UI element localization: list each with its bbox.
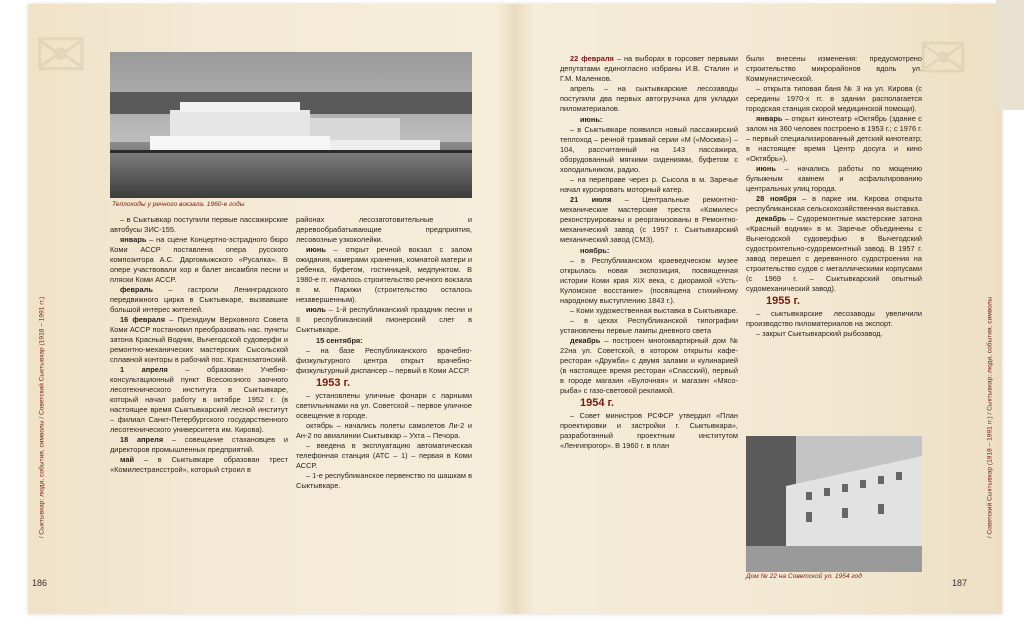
right-column-2 — [746, 54, 922, 339]
date-label: 28 ноября — [756, 194, 797, 203]
paragraph-text: – образован Учебно-консультационный пункт Всесоюзного заочного лесотехнического института в Сыктывкаре, который начал работу в октябре 1952 г. (в настоящее время Сыктывкарский лесной институт – филиал Санкт-Петербургского государственного лесотехнического университета им. Кирова). — [110, 365, 288, 434]
paragraph-text: – Президиум Верховного Совета Коми АССР постановил преобразовать нас. пункты затона Красный Водник, Вычегодской судоверфи и ремонтно-механических мастерских Сысольской сплавной конторы в рабочий пос. Краснозатонский. — [110, 315, 289, 364]
paragraph-text: – гастроли Ленинградского передвижного цирка в Сыктывкаре, вызвавшие большой интерес жителей. — [110, 285, 288, 314]
left-page-number: 186 — [32, 578, 48, 588]
date-label: июнь — [756, 164, 776, 173]
paragraph-text: – в парке им. Кирова открыта республиканская сельскохозяйственная выставка. — [746, 194, 923, 213]
paragraph — [746, 164, 922, 194]
date-label: 21 июля — [570, 195, 612, 204]
paragraph — [746, 114, 922, 164]
month-heading: ноябрь: — [580, 246, 610, 255]
date-label: 16 февраля — [120, 315, 166, 324]
paragraph — [110, 285, 288, 315]
paragraph — [296, 305, 472, 335]
month-heading: 15 сентября: — [316, 336, 363, 345]
right-page-number: 187 — [952, 578, 968, 588]
paragraph — [560, 195, 738, 245]
paragraph-text: – открыт речной вокзал с залом ожидания, камерами хранения, комнатой матери и ребенка, буфетом, гостиницей, медпунктом. В 1980-е гг. началось строительство речного вокзала в м. Парижи (строительство осталось незавершенным). — [296, 245, 472, 304]
year-heading: 1953 г. — [316, 377, 351, 389]
book-spread — [28, 4, 1002, 614]
paragraph-text: – открыт кинотеатр «Октябрь (здание с залом на 360 человек построено в 1953 г.; с 1976 г. – первый специализированный детский кинотеатр; в настоящее время Центр досуга и кино «Октябрь»). — [746, 114, 922, 163]
paragraph-text: – Центральные ремонтно-механические мастерские треста «Комилес» реконструированы и реорганизованы в Ремонтно-механический завод (с 1957 г. Сыктывкарский механический завод (СМЗ). — [560, 195, 738, 244]
paragraph: – введена в эксплуатацию автоматическая телефонная станция (АТС – 1) – первая в Коми АССР. — [296, 441, 472, 470]
paragraph: – в Республиканском краеведческом музее открылась новая экспозиция, посвященная истории Коми края XIX века, с диорамой «Усть-Куломское восстание» (посвящена стихийному народному выступлению 1843 г.). — [560, 256, 738, 305]
photo-river-station — [110, 52, 472, 198]
paragraph-text: – на выборах в горсовет первыми депутатами единогласно избраны И.В. Сталин и Г.М. Маленков. — [560, 54, 738, 83]
photo-house-22 — [746, 436, 922, 572]
paragraph — [110, 365, 288, 435]
paragraph: – Коми художественная выставка в Сыктывкаре. — [570, 306, 738, 315]
date-label: февраль — [120, 285, 153, 294]
paragraph-text: – построен многоквартирный дом № 22на ул. Советской, в котором открыты кафе-ресторан «Дружба» с двумя залами и кулинарией (в настоящее время ресторан «Спасский), первый в городе магазин «Булочная» и магазин «Мясо-рыба» с газо-световой рекламой. — [560, 336, 738, 395]
paragraph: – Совет министров РСФСР утвердил «План проектировки и застройки г. Сыктывкара», разработанный проектным институтом «Ленгипрогор». В 1960 г. в план — [560, 411, 738, 450]
paragraph: были внесены изменения: предусмотрено строительство микрорайонов вдоль ул. Коммунистической. — [746, 54, 922, 83]
paragraph-text: – начались работы по мощению булыжным камнем и асфальтированию центральных улиц города. — [746, 164, 922, 193]
decor-stamp-left: ✉ — [34, 19, 88, 91]
year-heading: 1954 г. — [580, 397, 615, 409]
right-photo-caption: Дом № 22 на Советской ул. 1954 год — [746, 573, 862, 580]
corner-tab — [996, 0, 1024, 110]
paragraph: – сыктывкарские лесозаводы увеличили производство пиломатериалов на экспорт. — [746, 309, 922, 328]
left-column-2 — [296, 215, 472, 491]
paragraph — [110, 315, 288, 365]
paragraph — [560, 54, 738, 84]
paragraph-text: – в Сыктывкаре образован трест «Комилестрансстрой», который строил в — [110, 455, 288, 474]
paragraph: – на переправе через р. Сысола в м. Заречье начал курсировать моторный катер. — [560, 175, 738, 194]
left-column-1 — [110, 215, 288, 475]
paragraph: – открыта типовая баня № 3 на ул. Кирова (с середины 1970-х гг. в здании располагается городская станция скорой медицинской помощи). — [746, 84, 922, 113]
date-label: 18 апреля — [120, 435, 164, 444]
paragraph — [110, 235, 288, 285]
right-column-1 — [560, 54, 738, 451]
paragraph: – закрыт Сыктывкарский рыбозавод. — [756, 329, 883, 338]
paragraph-text: – 1-й республиканский праздник песни и II республиканский пионерский слет в Сыктывкаре. — [296, 305, 472, 334]
paragraph-text: – Судоремонтные мастерские затона «Красный водник» в м. Заречье объединены с Вычегодской судоверфью в Вычегодский судостроительно-судоремонтный завод. В 1957 г. завод перешел с деревянного судостроения на строительство судов с металлическими корпусами (с 1969 г. – Сыктывкарский опытный судомеханический завод). — [746, 214, 922, 293]
right-side-label: / Советский Сыктывкар (1918 – 1991 гг.) / Сыктывкар: люди, события, символы — [986, 296, 994, 539]
date-label: 22 февраля — [570, 54, 614, 63]
year-heading: 1955 г. — [766, 295, 801, 307]
paragraph: октябрь – начались полеты самолетов Ли-2 и Ан-2 по авиалинии Сыктывкар – Ухта – Печора. — [296, 421, 472, 440]
paragraph — [110, 435, 288, 455]
paragraph — [746, 194, 922, 214]
date-label: май — [120, 455, 135, 464]
paragraph: апрель – на сыктывкарские лесозаводы поступили два первых автогрузчика для укладки пиломатериалов. — [560, 84, 738, 113]
left-side-label: / Сыктывкар: люди, события, символы / Советский Сыктывкар (1918 – 1991 гг.) — [38, 296, 46, 539]
date-label: январь — [756, 114, 783, 123]
paragraph — [560, 336, 738, 396]
paragraph: – в цехах Республиканской типографии установлены первые лампы дневного света — [560, 316, 738, 335]
paragraph — [110, 455, 288, 475]
paragraph-text: – на сцене Концертно-эстрадного бюро Коми АССР поставлена опера русского композитора А.С. Даргомыжского «Русалка». В опере участвовали хор и балет ансамбля песни и пляски Коми АССР. — [110, 235, 288, 284]
date-label: декабрь — [570, 336, 601, 345]
left-photo-caption: Теплоходы у речного вокзала. 1960-е годы — [112, 201, 245, 208]
paragraph: – в Сыктывкар поступили первые пассажирские автобусы ЗИС-155. — [110, 215, 288, 234]
date-label: декабрь — [756, 214, 787, 223]
paragraph: районах лесозаготовительные и деревообрабатывающие предприятия, лесовозные узкоколейки. — [296, 215, 472, 244]
paragraph: – 1-е республиканское первенство по шашкам в Сыктывкаре. — [296, 471, 472, 490]
paragraph — [746, 214, 922, 294]
date-label: июль — [306, 305, 326, 314]
decor-stamp-right: ✉ — [918, 25, 969, 92]
paragraph-text: – совещание стахановцев и директоров промышленных предприятий. — [110, 435, 288, 454]
paragraph — [296, 245, 472, 305]
month-heading: июнь: — [580, 115, 603, 124]
date-label: 1 апреля — [120, 365, 168, 374]
paragraph: – установлены уличные фонари с парными светильниками на ул. Советской – первое уличное освещение в городе. — [296, 391, 472, 420]
date-label: июнь — [306, 245, 326, 254]
date-label: январь — [120, 235, 147, 244]
paragraph: – на базе Республиканского врачебно-физкультурного центра открыт врачебно-физкультурный диспансер – первый в Коми АССР. — [296, 346, 472, 375]
paragraph: – в Сыктывкаре появился новый пассажирский теплоход – речной трамвай серии «М («Москва») –104, рассчитанный на 143 пассажира, оборудованный мягкими сидениями, буфетом с холодильником, радио. — [560, 125, 738, 174]
